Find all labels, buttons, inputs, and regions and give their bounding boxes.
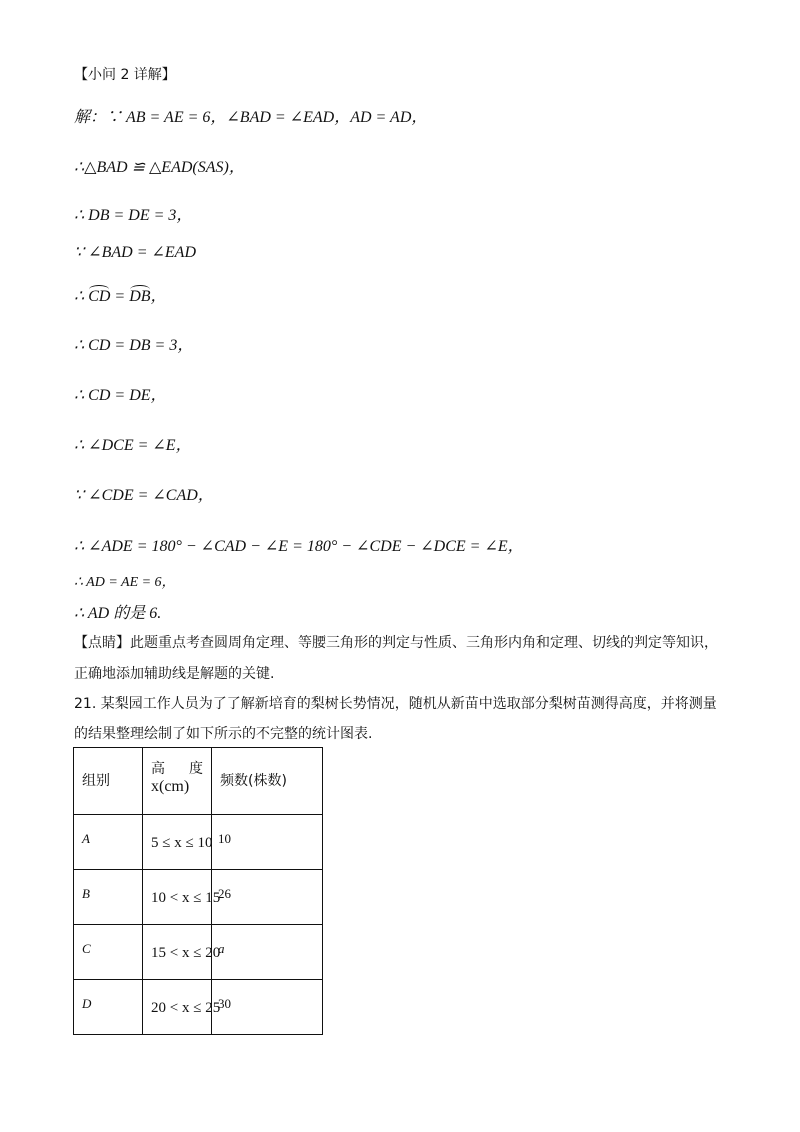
table-row (74, 870, 323, 925)
question-line-2: 的结果整理绘制了如下所示的不完整的统计图表. (74, 726, 373, 742)
question-line-1: 21. 某梨园工作人员为了了解新培育的梨树长势情况，随机从新苗中选取部分梨树苗测得高度，并将测量 (74, 696, 717, 712)
proof-line-2: ∴△BAD ≌ △EAD(SAS)， (74, 159, 245, 176)
proof-line-4: ∵ ∠BAD = ∠EAD (74, 244, 196, 261)
arc-prefix: ∴ (74, 288, 89, 305)
row-range: 10 < x ≤ 15 (151, 890, 221, 906)
row-frequency: 10 (218, 831, 231, 846)
header-height-top: 高 度 (151, 761, 203, 777)
row-frequency: a (218, 941, 225, 956)
row-frequency: 26 (218, 886, 231, 901)
proof-line-8: ∴ ∠DCE = ∠E， (74, 437, 192, 454)
arc-suffix: ， (150, 288, 167, 305)
row-group: C (82, 941, 91, 956)
row-group: D (82, 996, 92, 1011)
section-heading: 【小问 2 详解】 (74, 67, 176, 83)
row-range: 5 ≤ x ≤ 10 (151, 835, 213, 851)
row-group: A (82, 831, 90, 846)
proof-line-7: ∴ CD = DE， (74, 387, 167, 404)
arc-db: DB (129, 288, 151, 305)
proof-line-6: ∴ CD = DB = 3， (74, 337, 194, 354)
proof-line-1: 解：∵ AB = AE = 6，∠BAD = ∠EAD，AD = AD， (74, 109, 428, 126)
table-row (74, 815, 323, 870)
row-group: B (82, 886, 90, 901)
row-frequency: 30 (218, 996, 231, 1011)
proof-line-11: ∴ AD = AE = 6， (74, 575, 176, 590)
proof-line-9: ∵ ∠CDE = ∠CAD， (74, 487, 214, 504)
proof-line-10: ∴ ∠ADE = 180° − ∠CAD − ∠E = 180° − ∠CDE − ∠DCE = ∠E， (74, 538, 524, 555)
header-group: 组别 (82, 773, 110, 789)
arc-equals: = (110, 288, 130, 305)
note-line-2: 正确地添加辅助线是解题的关键. (74, 666, 275, 682)
proof-line-3: ∴ DB = DE = 3， (74, 207, 193, 224)
table-row (74, 925, 323, 980)
row-range: 15 < x ≤ 20 (151, 945, 221, 961)
proof-conclusion: ∴ AD 的是 6. (74, 605, 162, 622)
frequency-table (73, 747, 323, 1035)
table-header-row (74, 748, 323, 815)
row-range: 20 < x ≤ 25 (151, 1000, 221, 1016)
note-line-1: 【点睛】此题重点考查圆周角定理、等腰三角形的判定与性质、三角形内角和定理、切线的判定等知识， (74, 635, 718, 651)
table-row (74, 980, 323, 1035)
header-height-unit: x(cm) (151, 778, 190, 795)
header-frequency: 频数(株数) (220, 773, 287, 789)
arc-cd: CD (88, 288, 111, 305)
proof-line-arc (74, 283, 167, 306)
